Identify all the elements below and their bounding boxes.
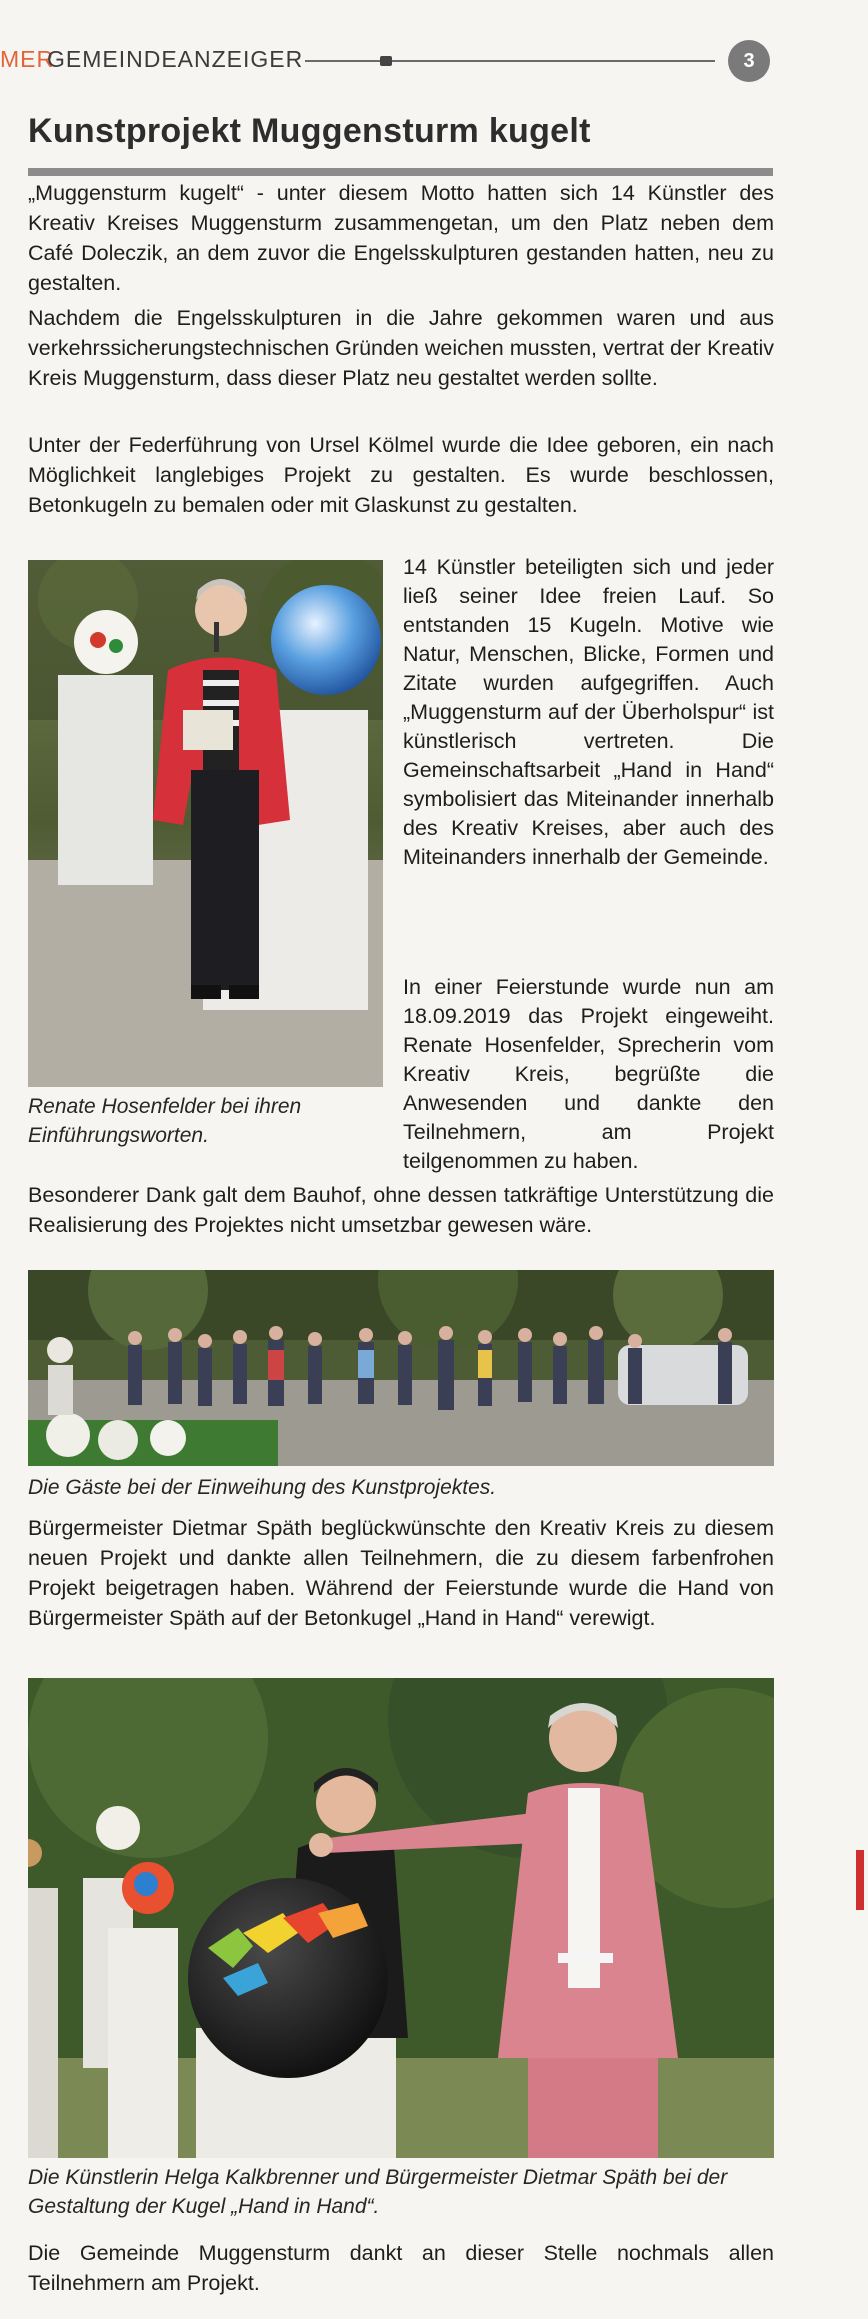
paragraph-closing: Die Gemeinde Muggensturm dankt an dieser Stelle nochmals allen Teilnehmern am Projekt.	[28, 2241, 774, 2295]
header-rule	[305, 60, 715, 62]
article-title: Kunstprojekt Muggensturm kugelt	[28, 112, 591, 150]
paragraph-intro: „Muggensturm kugelt“ - unter diesem Motto hatten sich 14 Künstler des Kreativ Kreises Muggensturm zusammengetan, um den Platz neben dem Café Doleczik, an dem zuvor die Engelsskulpturen gestanden hatten, neu zu gestalten.	[28, 181, 774, 295]
photo-speaker	[28, 560, 383, 1087]
caption-guests: Die Gäste bei der Einweihung des Kunstprojektes.	[28, 1476, 497, 1499]
paragraph-mayor: Bürgermeister Dietmar Späth beglückwünschte den Kreativ Kreis zu diesem neuen Projekt und dankte allen Teilnehmern, die zu diesem farbenfrohen Projekt beigetragen haben. Während der Feierstunde wurde die Hand von Bürgermeister Späth auf der Betonkugel „Hand in Hand“ verewigt.	[28, 1516, 774, 1630]
publication-name: GEMEINDEANZEIGER	[47, 46, 304, 72]
paragraph-ceremony: In einer Feierstunde wurde nun am 18.09.2019 das Projekt eingeweiht. Renate Hosenfelder, Sprecherin vom Kreativ Kreis, begrüßte die Anwesenden und dankte den Teilnehmern, am Projekt teilgenommen zu haben.	[403, 975, 774, 1173]
page-number-badge: 3	[728, 40, 770, 82]
photo-hand-in-hand	[28, 1678, 774, 2158]
paragraph-thanks: Besonderer Dank galt dem Bauhof, ohne dessen tatkräftige Unterstützung die Realisierung des Projektes nicht umsetzbar gewesen wäre.	[28, 1183, 774, 1237]
page-edge-marker	[856, 1850, 864, 1910]
caption-speaker: Renate Hosenfelder bei ihren Einführungsworten.	[28, 1095, 302, 1147]
paragraph-idea: Unter der Federführung von Ursel Kölmel wurde die Idee geboren, ein nach Möglichkeit langlebiges Projekt zu gestalten. Es wurde beschlossen, Betonkugeln zu bemalen oder mit Glaskunst zu gestalten.	[28, 433, 774, 517]
paragraph-background: Nachdem die Engelsskulpturen in die Jahre gekommen waren und aus verkehrssicherungstechnischen Gründen weichen mussten, vertrat der Kreativ Kreis Muggensturm, dass dieser Platz neu gestaltet werden sollte.	[28, 306, 774, 390]
header-rule-marker	[380, 56, 392, 66]
paragraph-artists: 14 Künstler beteiligten sich und jeder ließ seiner Idee freien Lauf. So entstanden 15 Kugeln. Motive wie Natur, Menschen, Blicke, Formen und Zitate wurden aufgegriffen. Auch „Muggensturm auf der Überholspur“ ist künstlerisch vertreten. Die Gemeinschaftsarbeit „Hand in Hand“ symbolisiert das Miteinander innerhalb des Kreativ Kreises, aber auch des Miteinanders innerhalb der Gemeinde.	[403, 555, 774, 869]
page-header	[0, 40, 868, 84]
caption-hand-in-hand: Die Künstlerin Helga Kalkbrenner und Bürgermeister Dietmar Späth bei der Gestaltung der Kugel „Hand in Hand“.	[28, 2166, 728, 2218]
photo-guests	[28, 1270, 774, 1466]
title-underline	[28, 168, 773, 176]
brand-accent-text: MER	[0, 46, 55, 72]
